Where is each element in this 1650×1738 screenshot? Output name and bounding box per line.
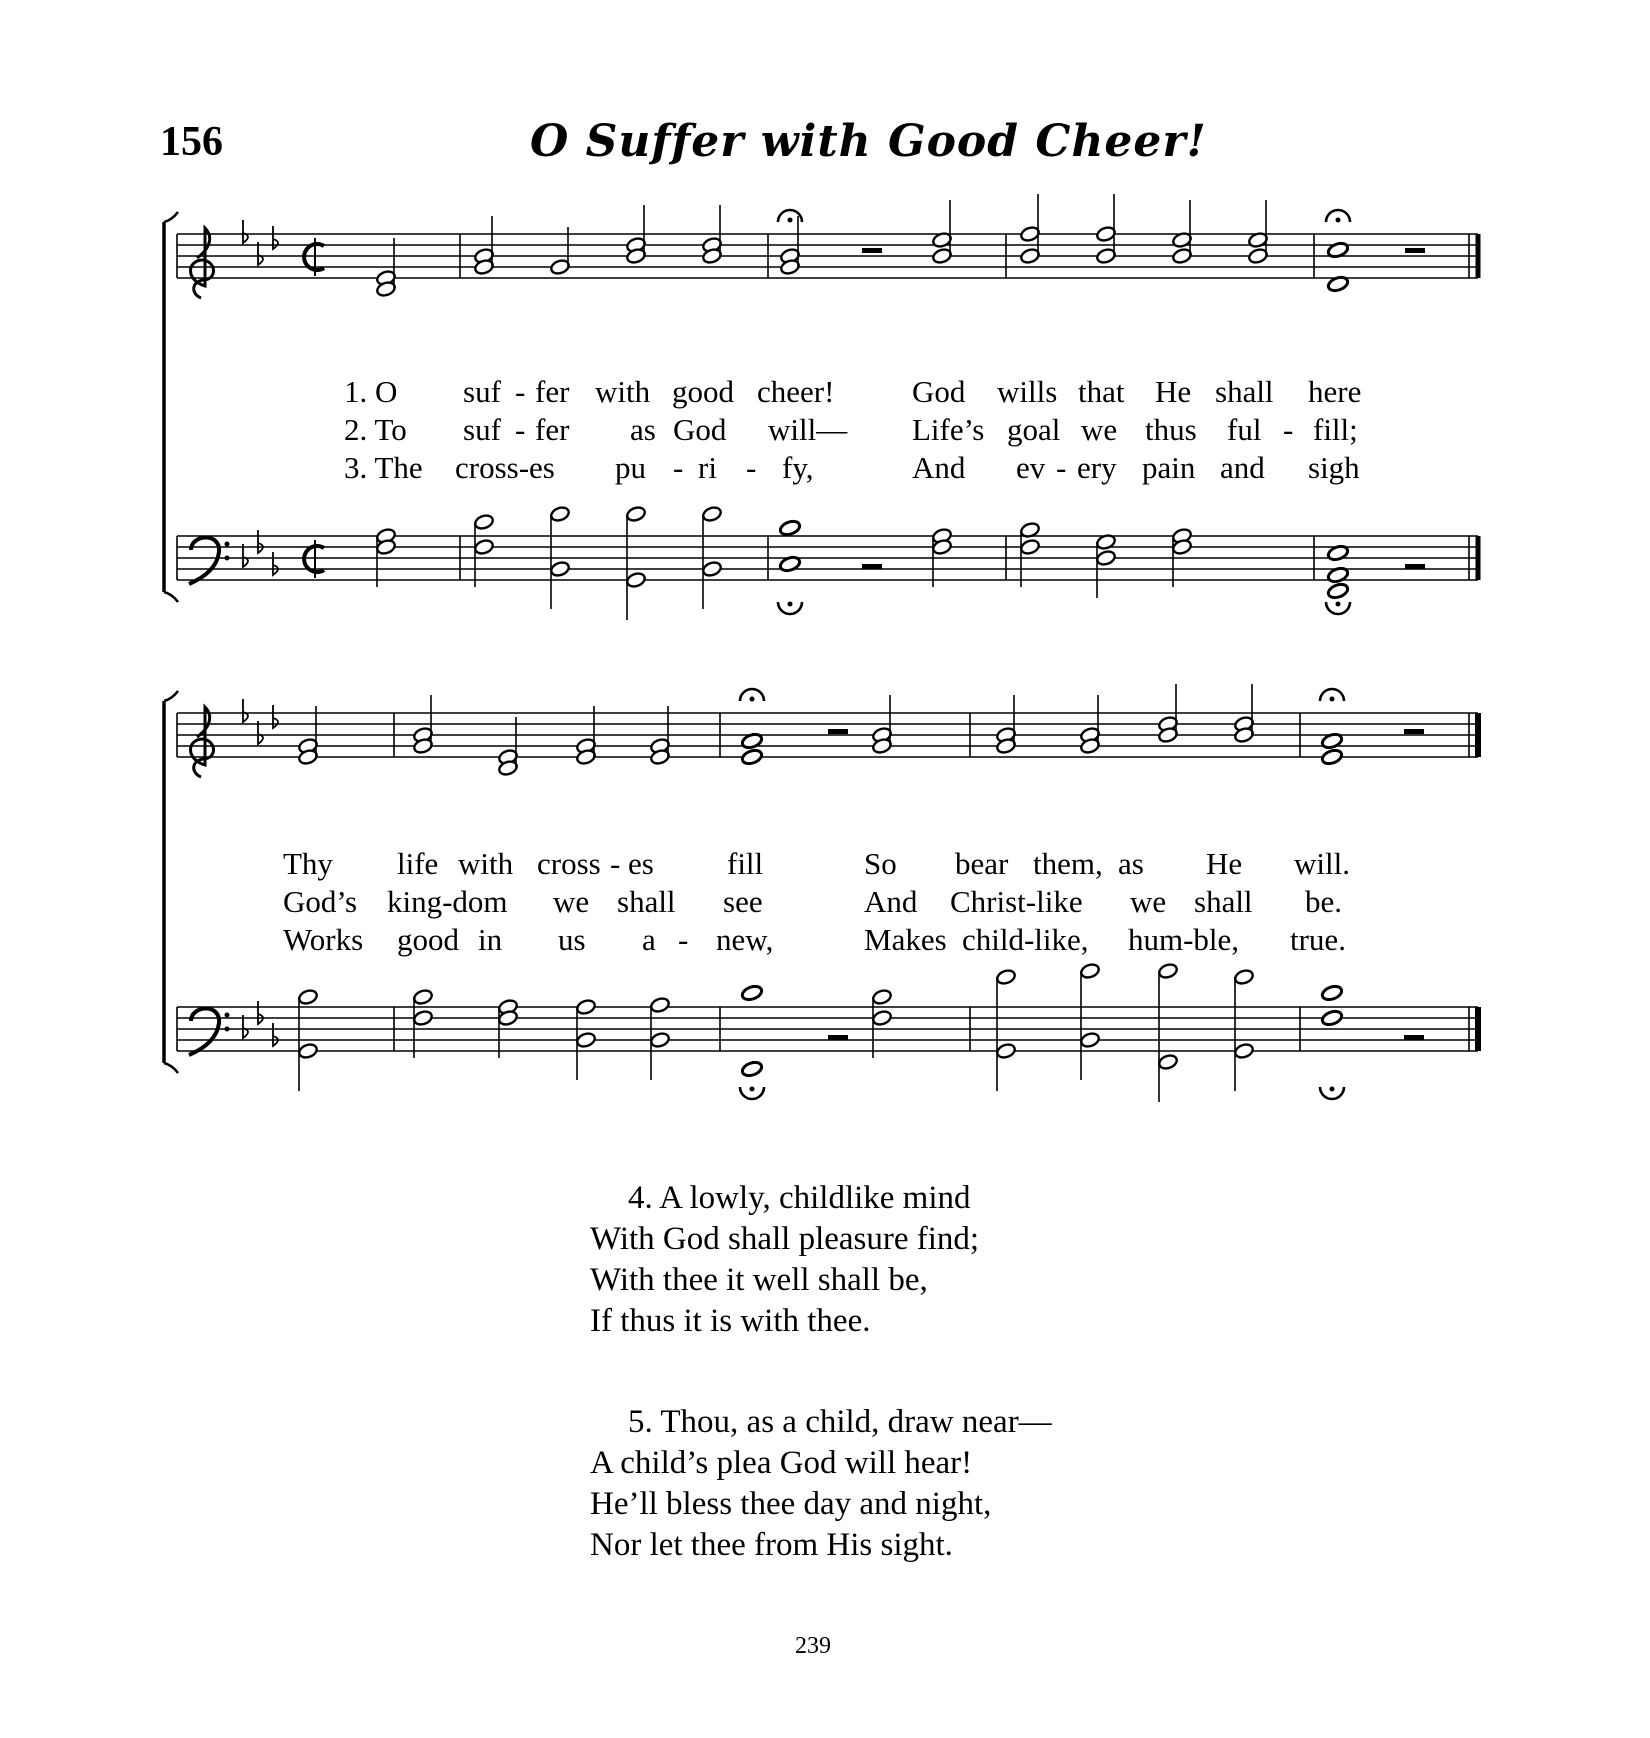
lyric: ery: [1077, 450, 1117, 485]
lyric: that: [1078, 374, 1125, 409]
treble-clef: [191, 707, 214, 777]
lyric: see: [723, 884, 763, 919]
lyric: them,: [1033, 846, 1103, 881]
lyric: shall: [1215, 374, 1274, 409]
flat-sign: [273, 552, 278, 575]
hymn-number: 156: [160, 119, 223, 165]
verse-line: If thus it is with thee.: [590, 1303, 871, 1339]
verse-5: [590, 1402, 1052, 1566]
notehead: [625, 571, 646, 588]
lyric: -: [515, 374, 526, 409]
notehead: [473, 513, 494, 530]
lyric: good: [397, 922, 459, 957]
notehead: [297, 988, 318, 1005]
notehead: [625, 505, 646, 522]
lyric: God: [673, 412, 727, 447]
lyric: shall: [1194, 884, 1253, 919]
flat-sign: [258, 1001, 263, 1024]
fermata-dot: [1336, 218, 1341, 223]
flat-sign: [243, 699, 248, 722]
notehead: [575, 998, 596, 1015]
fermata-dot: [788, 602, 793, 607]
half-rest: [862, 564, 882, 569]
bass-clef-dot: [225, 556, 230, 561]
treble-clef: [191, 228, 214, 298]
page-number: 239: [795, 1633, 831, 1659]
verse-line: 4. A lowly, childlike mind: [628, 1180, 971, 1216]
notehead: [1157, 962, 1178, 979]
verse-4: [590, 1178, 979, 1342]
fermata-dot: [1336, 602, 1341, 607]
lyric: cross: [537, 846, 601, 881]
lyric: we: [1130, 884, 1167, 919]
notation: [164, 194, 1478, 1102]
lyric: fy,: [782, 450, 814, 485]
lyric: He: [1155, 374, 1192, 409]
notehead: [741, 748, 764, 766]
fermata-dot: [750, 1087, 755, 1092]
lyric: pu: [615, 450, 646, 485]
notehead: [549, 560, 570, 577]
lyric: -: [1283, 412, 1294, 447]
verse-line: With God shall pleasure find;: [590, 1221, 980, 1257]
notehead: [701, 560, 722, 577]
lyric: we: [1081, 412, 1118, 447]
lyric: life: [397, 846, 439, 881]
lyric: fill: [727, 846, 764, 881]
system-brace-bottom: [164, 1063, 178, 1073]
lyric: will.: [1294, 846, 1350, 881]
lyric: child-like,: [962, 922, 1089, 957]
half-rest: [1404, 729, 1424, 734]
notehead: [1321, 748, 1344, 766]
notehead: [549, 505, 570, 522]
system-brace-bottom: [164, 592, 178, 602]
notehead: [741, 984, 764, 1002]
lyric: with: [595, 374, 651, 409]
lyric: -: [678, 922, 689, 957]
bass-clef-dot: [225, 542, 230, 547]
notehead: [575, 1031, 596, 1048]
notehead: [1079, 962, 1100, 979]
fermata-dot: [1330, 1087, 1335, 1092]
notehead: [871, 988, 892, 1005]
notehead: [649, 996, 670, 1013]
lyric: we: [553, 884, 590, 919]
verse-line: 5. Thou, as a child, draw near—: [628, 1404, 1052, 1440]
verse-line: A child’s plea God will hear!: [590, 1445, 973, 1481]
lyric: wills: [997, 374, 1058, 409]
lyric: fill;: [1313, 412, 1358, 447]
lyric: true.: [1290, 922, 1346, 957]
lyric: And: [864, 884, 918, 919]
lyric: cheer!: [757, 374, 835, 409]
verse-line: He’ll bless thee day and night,: [590, 1486, 992, 1522]
bass-clef: [189, 1009, 219, 1056]
lyric: as: [1118, 846, 1144, 881]
lyric: -: [673, 450, 684, 485]
half-rest: [1405, 248, 1425, 253]
notehead: [1079, 1031, 1100, 1048]
notehead: [779, 519, 802, 537]
lyric: bear: [955, 846, 1009, 881]
lyric: 2. To: [344, 412, 407, 447]
flat-sign: [258, 530, 263, 553]
fermata-dot: [1330, 697, 1335, 702]
lyric: as: [630, 412, 656, 447]
lyric: -: [746, 450, 757, 485]
lyric: suf: [463, 412, 501, 447]
system-brace-top: [164, 212, 178, 222]
lyric: -: [515, 412, 526, 447]
lyric: God’s: [283, 884, 358, 919]
lyric: 1. O: [344, 374, 398, 409]
notehead: [995, 1042, 1016, 1059]
notehead: [1233, 1042, 1254, 1059]
notehead: [871, 1009, 892, 1026]
lyric: Makes: [864, 922, 947, 957]
bass-clef: [189, 538, 219, 585]
lyric: ev: [1016, 450, 1046, 485]
lyric: es: [628, 846, 654, 881]
verse-line: Nor let thee from His sight.: [590, 1527, 953, 1563]
half-rest: [862, 248, 882, 253]
lyric: shall: [617, 884, 676, 919]
notehead: [701, 505, 722, 522]
notehead: [741, 1060, 764, 1078]
lyric: good: [672, 374, 734, 409]
flat-sign: [243, 220, 248, 243]
half-rest: [828, 1035, 848, 1040]
bass-clef-dot: [225, 1027, 230, 1032]
lyric: So: [864, 846, 897, 881]
lyric: goal: [1007, 412, 1061, 447]
lyric: us: [558, 922, 586, 957]
notehead: [473, 538, 494, 555]
lyric: And: [912, 450, 966, 485]
notehead: [412, 1009, 433, 1026]
lyric: Life’s: [912, 412, 985, 447]
bass-clef-dot: [225, 1013, 230, 1018]
lyric: king-dom: [387, 884, 508, 919]
lyric: ri: [698, 450, 717, 485]
lyric: here: [1308, 374, 1362, 409]
lyric: pain: [1142, 450, 1196, 485]
lyric: sigh: [1308, 450, 1360, 485]
notehead: [1019, 538, 1040, 555]
lyric: ful: [1227, 412, 1262, 447]
notehead: [1233, 968, 1254, 985]
lyric: -: [610, 846, 621, 881]
lyric: 3. The: [344, 450, 423, 485]
notehead: [1327, 582, 1350, 600]
lyric: thus: [1145, 412, 1197, 447]
lyric: be.: [1305, 884, 1343, 919]
lyric: new,: [716, 922, 774, 957]
lyric: Works: [283, 922, 364, 957]
lyric: will—: [768, 412, 848, 447]
lyric: hum-ble,: [1128, 922, 1240, 957]
lyric: He: [1206, 846, 1243, 881]
system-brace-top: [164, 691, 178, 701]
notehead: [995, 968, 1016, 985]
notehead: [412, 988, 433, 1005]
hymn-title: O Suffer with Good Cheer!: [530, 116, 1207, 167]
notehead: [649, 1031, 670, 1048]
lyric: God: [912, 374, 966, 409]
lyric: suf: [463, 374, 501, 409]
lyric: Christ-like: [950, 884, 1083, 919]
lyric: cross-es: [455, 450, 555, 485]
lyric: fer: [535, 374, 570, 409]
notehead: [1321, 1009, 1344, 1027]
notehead: [1095, 549, 1116, 566]
fermata-dot: [750, 697, 755, 702]
flat-sign: [273, 1023, 278, 1046]
fermata-dot: [788, 218, 793, 223]
lyric: Thy: [283, 846, 333, 881]
notehead: [1157, 1053, 1178, 1070]
lyric: -: [1056, 450, 1067, 485]
half-rest: [828, 729, 848, 734]
lyric: with: [458, 846, 514, 881]
lyric: fer: [535, 412, 570, 447]
notehead: [1321, 984, 1344, 1002]
lyric: a: [642, 922, 656, 957]
lyric: in: [478, 922, 503, 957]
lyric: and: [1220, 450, 1265, 485]
half-rest: [1404, 1035, 1424, 1040]
half-rest: [1405, 564, 1425, 569]
verse-line: With thee it well shall be,: [590, 1262, 928, 1298]
notehead: [297, 1042, 318, 1059]
